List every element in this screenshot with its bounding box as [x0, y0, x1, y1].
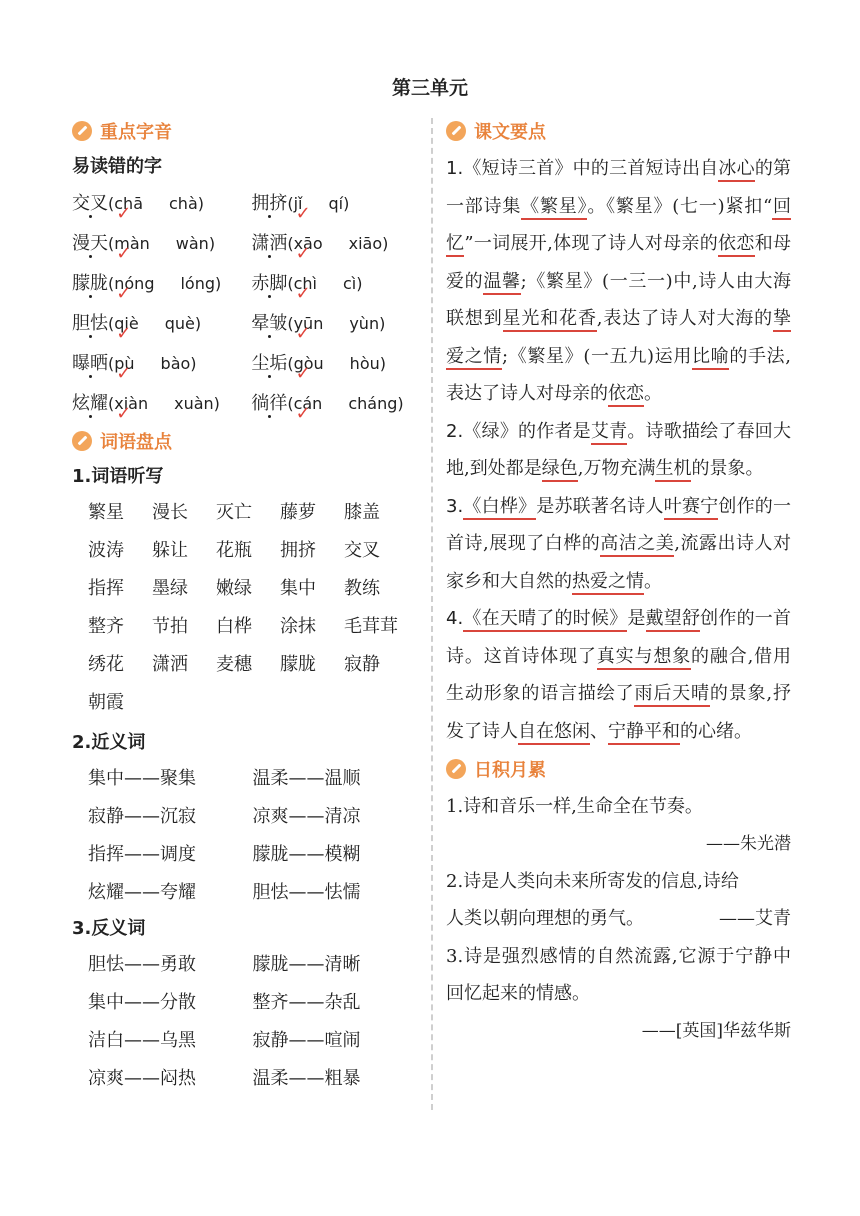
dictation-word: 漫长	[152, 502, 188, 523]
section-accumulate	[446, 754, 791, 784]
option-b: chà	[169, 194, 198, 213]
synonym-row	[88, 874, 417, 912]
dictation-word: 朝霞	[88, 692, 124, 713]
option-b: wàn	[175, 234, 209, 253]
pronunciation-item: 漫天(màn ✓ wàn)	[72, 224, 251, 264]
pronunciation-item: 潇洒(xāo ✓ xiāo)	[251, 224, 417, 264]
dictation-word: 花瓶	[216, 540, 252, 561]
antonym-row	[88, 1060, 417, 1098]
target-word: 徜徉	[251, 384, 287, 424]
quote-1-author: ——朱光潜	[706, 833, 791, 854]
left-column	[72, 116, 417, 1098]
option-a: nóng ✓	[114, 264, 154, 304]
option-a: chā ✓	[114, 184, 143, 224]
antonym-pair: 胆怯——勇敢	[88, 954, 196, 975]
target-word: 朦胧	[72, 264, 108, 304]
dictation-word: 指挥	[88, 578, 124, 599]
synonyms-title: 2.近义词	[72, 732, 146, 753]
pronunciation-item: 赤脚(chì ✓ cì)	[251, 264, 417, 304]
dictation-title: 1.词语听写	[72, 466, 164, 487]
target-word: 曝晒	[72, 344, 108, 384]
pronunciation-row	[72, 384, 417, 424]
dictation-word: 灭亡	[216, 502, 252, 523]
target-word: 漫天	[72, 224, 108, 264]
pronunciation-item: 尘垢(gòu ✓ hòu)	[251, 344, 417, 384]
dictation-row	[88, 646, 417, 684]
section-heading: 词语盘点	[100, 432, 172, 453]
pronunciation-row	[72, 304, 417, 344]
synonym-pair: 炫耀——夸耀	[88, 882, 196, 903]
dictation-word: 节拍	[152, 616, 188, 637]
dictation-word: 涂抹	[280, 616, 316, 637]
dictation-row	[88, 494, 417, 532]
pencil-icon	[446, 759, 466, 779]
pronunciation-item: 胆怯(qiè ✓ què)	[72, 304, 251, 344]
dictation-word: 毛茸茸	[344, 616, 398, 637]
synonym-pair: 指挥——调度	[88, 844, 196, 865]
pronunciation-item: 炫耀(xiàn ✓ xuàn)	[72, 384, 251, 424]
option-b: bào	[160, 354, 191, 373]
antonyms-grid	[72, 946, 417, 1098]
key-point-2: 2.《绿》的作者是艾青。诗歌描绘了春回大地,到处都是绿色,万物充满生机的景象。	[446, 413, 791, 488]
section-heading: 课文要点	[474, 122, 546, 143]
synonym-pair: 朦胧——模糊	[252, 844, 361, 865]
pronunciation-item: 徜徉(cán ✓ cháng)	[251, 384, 417, 424]
dictation-word: 朦胧	[280, 654, 316, 675]
antonyms-title: 3.反义词	[72, 918, 146, 939]
dictation-word: 躲让	[152, 540, 188, 561]
synonym-row	[88, 798, 417, 836]
dictation-row	[88, 532, 417, 570]
antonym-row	[88, 984, 417, 1022]
dictation-word: 集中	[280, 578, 316, 599]
quote-2-line-2: 人类以朝向理想的勇气。 ——艾青	[446, 900, 791, 938]
dictation-word: 麦穗	[216, 654, 252, 675]
dictation-row	[88, 684, 417, 722]
dictation-word: 波涛	[88, 540, 124, 561]
dictation-word: 整齐	[88, 616, 124, 637]
section-heading: 重点字音	[100, 122, 172, 143]
page-title: 第三单元	[391, 77, 468, 99]
dictation-word: 潇洒	[152, 654, 188, 675]
pronunciation-item: 晕皱(yūn ✓ yùn)	[251, 304, 417, 344]
dictation-word: 教练	[344, 578, 380, 599]
option-a: qiè ✓	[114, 304, 138, 344]
antonym-pair: 寂静——喧闹	[252, 1030, 361, 1051]
dictation-word: 膝盖	[344, 502, 380, 523]
target-word: 交叉	[72, 184, 108, 224]
key-point-3: 3.《白桦》是苏联著名诗人叶赛宁创作的一首诗,展现了白桦的高洁之美,流露出诗人对家乡和大自然的热爱之情。	[446, 488, 791, 601]
quote-2: 2.诗是人类向未来所寄发的信息,诗给	[446, 870, 739, 892]
pronunciation-list	[72, 184, 417, 424]
dictation-word: 拥挤	[280, 540, 316, 561]
section-key-points	[446, 116, 791, 146]
antonym-row	[88, 1022, 417, 1060]
dictation-word: 繁星	[88, 502, 124, 523]
synonym-pair: 寂静——沉寂	[88, 806, 196, 827]
option-a: pù ✓	[114, 344, 134, 384]
target-word: 胆怯	[72, 304, 108, 344]
pronunciation-row	[72, 264, 417, 304]
dictation-word: 白桦	[216, 616, 252, 637]
antonym-pair: 洁白——乌黑	[88, 1030, 196, 1051]
antonym-row	[88, 946, 417, 984]
pencil-icon	[446, 121, 466, 141]
option-a: cán ✓	[294, 384, 323, 424]
target-word: 炫耀	[72, 384, 108, 424]
pencil-icon	[72, 121, 92, 141]
option-b: hòu	[349, 354, 380, 373]
antonym-pair: 朦胧——清晰	[252, 954, 361, 975]
key-point-4: 4.《在天晴了的时候》是戴望舒创作的一首诗。这首诗体现了真实与想象的融合,借用生动形象的语言描绘了雨后天晴的景象,抒发了诗人自在悠闲、宁静平和的心绪。	[446, 600, 791, 750]
option-b: què	[164, 314, 195, 333]
antonym-pair: 整齐——杂乱	[252, 992, 361, 1013]
option-a: chì ✓	[294, 264, 317, 304]
section-heading: 日积月累	[474, 760, 546, 781]
quote-2-author: ——艾青	[719, 908, 791, 929]
option-b: qí	[328, 194, 344, 213]
dictation-row	[88, 608, 417, 646]
synonym-row	[88, 836, 417, 874]
synonym-pair: 集中——聚集	[88, 768, 196, 789]
dictation-word: 寂静	[344, 654, 380, 675]
synonym-pair: 凉爽——清凉	[252, 806, 361, 827]
dictation-grid	[72, 494, 417, 722]
synonym-pair: 胆怯——怯懦	[252, 882, 361, 903]
synonyms-grid	[72, 760, 417, 912]
dictation-word: 藤萝	[280, 502, 316, 523]
dictation-word: 绣花	[88, 654, 124, 675]
pronunciation-item: 交叉(chā ✓ chà)	[72, 184, 251, 224]
pronunciation-row	[72, 184, 417, 224]
option-a: màn ✓	[114, 224, 150, 264]
pronunciation-item: 曝晒(pù ✓ bào)	[72, 344, 251, 384]
target-word: 尘垢	[251, 344, 287, 384]
dictation-row	[88, 570, 417, 608]
option-b: lóng	[180, 274, 216, 293]
quote-1: 1.诗和音乐一样,生命全在节奏。	[446, 796, 703, 817]
dictation-word: 交叉	[344, 540, 380, 561]
option-b: xiāo	[348, 234, 383, 253]
dictation-word: 嫩绿	[216, 578, 252, 599]
option-b: yùn	[349, 314, 380, 333]
column-divider	[431, 118, 433, 1110]
pronunciation-item: 拥挤(jǐ ✓ qí)	[251, 184, 417, 224]
pronunciation-row	[72, 344, 417, 384]
subheading: 易读错的字	[72, 156, 162, 177]
target-word: 拥挤	[251, 184, 287, 224]
option-a: gòu ✓	[294, 344, 324, 384]
key-point-1: 1.《短诗三首》中的三首短诗出自冰心的第一部诗集《繁星》。《繁星》(七一)紧扣“回忆”一词展开,体现了诗人对母亲的依恋和母爱的温馨;《繁星》(一三一)中,诗人由大海联想到星光和花香,表达了诗人对大海的挚爱之情;《繁星》(一五九)运用比喻的手法,表达了诗人对母亲的依恋。	[446, 150, 791, 413]
option-b: cháng	[348, 394, 398, 413]
target-word: 潇洒	[251, 224, 287, 264]
option-b: cì	[342, 274, 357, 293]
synonym-row	[88, 760, 417, 798]
pencil-icon	[72, 431, 92, 451]
option-b: xuàn	[174, 394, 214, 413]
option-a: xiàn ✓	[114, 384, 148, 424]
option-a: xāo ✓	[294, 224, 323, 264]
pronunciation-row	[72, 224, 417, 264]
antonym-pair: 集中——分散	[88, 992, 196, 1013]
dictation-word: 墨绿	[152, 578, 188, 599]
antonym-pair: 温柔——粗暴	[252, 1068, 361, 1089]
target-word: 晕皱	[251, 304, 287, 344]
antonym-pair: 凉爽——闷热	[88, 1068, 196, 1089]
synonym-pair: 温柔——温顺	[252, 768, 361, 789]
option-a: jǐ ✓	[294, 184, 303, 224]
pronunciation-item: 朦胧(nóng ✓ lóng)	[72, 264, 251, 304]
right-column	[446, 116, 791, 1050]
section-pronunciation	[72, 116, 417, 146]
quote-3-author: ——[英国]华兹华斯	[641, 1020, 791, 1041]
quote-3: 3.诗是强烈感情的自然流露,它源于宁静中回忆起来的情感。	[446, 945, 791, 1004]
target-word: 赤脚	[251, 264, 287, 304]
option-a: yūn ✓	[294, 304, 324, 344]
